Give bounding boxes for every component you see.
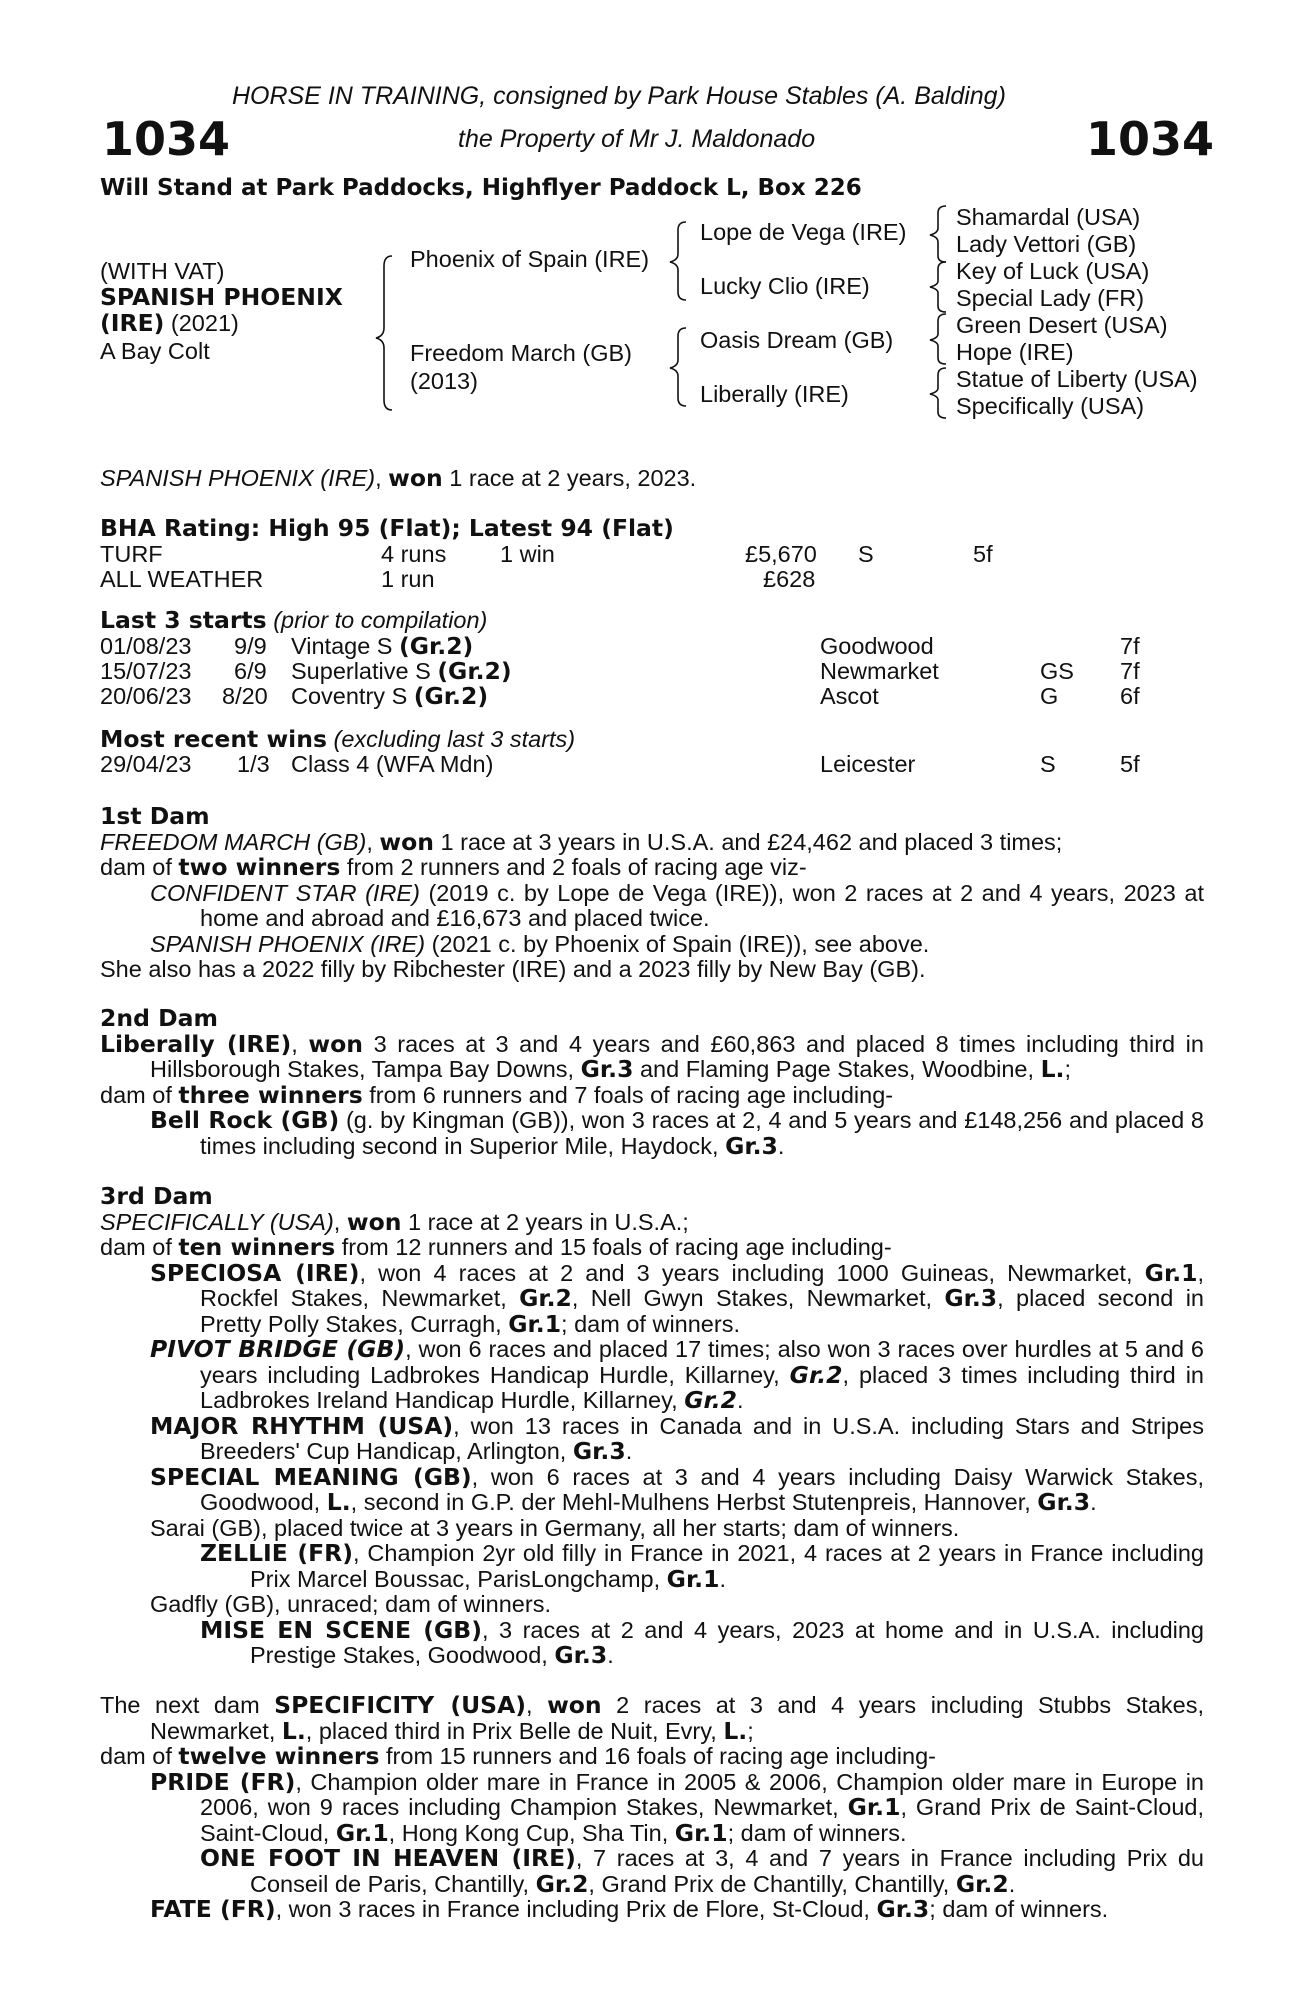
- going: G: [1040, 683, 1059, 709]
- sire-dam-dam: Special Lady (FR): [956, 285, 1145, 311]
- dam-name: Liberally (IRE): [100, 1029, 292, 1058]
- text: , 3 races at 2 and 4 years, 2023 at home and in U.S.A. including Prestige Stakes, Goodwood,: [250, 1616, 1205, 1668]
- grade: Gr.2: [789, 1360, 843, 1389]
- text: .: [1090, 1489, 1097, 1515]
- produce-entry: [100, 1337, 1204, 1414]
- produce-name: PIVOT BRIDGE (GB): [150, 1335, 406, 1363]
- text: from 2 runners and 2 foals of racing age viz-: [340, 854, 807, 880]
- text: .: [1008, 1870, 1016, 1897]
- runs: 1 run: [381, 566, 435, 592]
- dam-dam: Liberally (IRE): [700, 381, 849, 407]
- last-starts-subtitle: (prior to compilation): [266, 607, 488, 633]
- text: , Hong Kong Cup, Sha Tin,: [388, 1819, 675, 1846]
- dam-sire-sire: Green Desert (USA): [956, 312, 1168, 338]
- going: S: [858, 541, 874, 567]
- produce-name: ONE FOOT IN HEAVEN (IRE): [200, 1844, 576, 1872]
- text: , Rockfel Stakes, Newmarket,: [200, 1259, 1205, 1311]
- grade: L.: [723, 1716, 748, 1745]
- grade: Gr.3: [554, 1641, 608, 1669]
- text: , Champion 2yr old filly in France in 2021, 4 races at 2 years in France including Prix Marcel Boussac, ParisLongchamp,: [250, 1540, 1204, 1592]
- text: 2 races at 3 and 4 years including Stubbs Stakes, Newmarket,: [150, 1692, 1205, 1744]
- dam-name: SPECIFICITY (USA): [274, 1691, 527, 1719]
- distance: 6f: [1120, 683, 1140, 709]
- text: The next dam: [100, 1692, 275, 1718]
- text: dam of: [100, 1081, 179, 1108]
- dam-record: SPECIFICALLY (USA), won 1 race at 2 years in U.S.A.;: [100, 1207, 689, 1236]
- grade: Gr.3: [944, 1284, 998, 1312]
- course: Leicester: [820, 751, 916, 777]
- winners-count: three winners: [178, 1080, 363, 1109]
- text: , won 6 races and placed 17 times; also won 3 races over hurdles at 5 and 6 years including Ladbrokes Handicap Hurdle, Killarney,: [200, 1336, 1204, 1388]
- text: 3 races at 3 and 4 years and £60,863 and placed 8 times including third in Hillsborough Stakes, Tampa Bay Downs,: [150, 1030, 1204, 1082]
- produce-name: MAJOR RHYTHM (USA): [150, 1411, 454, 1440]
- dam-sire: Oasis Dream (GB): [700, 327, 894, 353]
- grandproduce-entry: [100, 1541, 1204, 1592]
- grade: L.: [281, 1716, 306, 1745]
- winners-count: ten winners: [178, 1233, 336, 1261]
- grade: Gr.3: [1037, 1488, 1091, 1516]
- text: , won 6 races at 3 and 4 years including Daisy Warwick Stakes, Goodwood,: [200, 1463, 1205, 1515]
- course: Ascot: [820, 683, 879, 709]
- horse-name: SPANISH PHOENIX: [100, 283, 343, 311]
- race-summary: SPANISH PHOENIX (IRE), won 1 race at 2 years, 2023.: [100, 464, 697, 492]
- dam-name: FREEDOM MARCH (GB): [100, 828, 367, 855]
- produce-name: SPANISH PHOENIX (IRE): [150, 930, 426, 957]
- grade: Gr.1: [1144, 1258, 1198, 1287]
- text: .: [625, 1438, 633, 1464]
- record-text: 1 race at 3 years in U.S.A. and £24,462 and placed 3 times;: [433, 828, 1063, 855]
- text: , won 13 races in Canada and in U.S.A. including Stars and Stripes Breeders' Cup Handicap, Arlington,: [200, 1412, 1204, 1464]
- dam-record: FREEDOM MARCH (GB), won 1 race at 3 years in U.S.A. and £24,462 and placed 3 times;: [100, 827, 1063, 856]
- summary-horse: SPANISH PHOENIX (IRE): [100, 465, 376, 491]
- winners-count: two winners: [178, 853, 341, 881]
- dam-produce: [100, 1235, 1204, 1261]
- position: 9/9: [234, 633, 267, 659]
- race-name: Vintage S: [291, 633, 400, 659]
- dam-record: [100, 1693, 1204, 1744]
- date: 01/08/23: [100, 633, 192, 659]
- dam-produce: [100, 1080, 1204, 1109]
- dam-name: SPECIFICALLY (USA): [100, 1208, 334, 1235]
- text: .: [719, 1565, 726, 1592]
- surface: ALL WEATHER: [100, 566, 264, 592]
- race-name: Superlative S: [291, 658, 438, 684]
- grade: Gr.3: [580, 1055, 634, 1083]
- distance: 5f: [973, 541, 993, 567]
- won-label: won: [547, 1691, 602, 1719]
- position: 1/3: [237, 751, 270, 777]
- text: dam of: [100, 854, 179, 880]
- third-dam-section: [100, 1184, 1204, 1669]
- horse-description: A Bay Colt: [100, 338, 210, 364]
- text: (2021 c. by Phoenix of Spain (IRE)), see above.: [425, 930, 930, 957]
- produce-name: CONFIDENT STAR (IRE): [150, 879, 420, 906]
- stand-line: Will Stand at Park Paddocks, Highflyer Paddock L, Box 226: [100, 175, 862, 201]
- text: and Flaming Page Stakes, Woodbine,: [633, 1056, 1041, 1082]
- last-starts-title: [100, 608, 487, 634]
- produce-name: FATE (FR): [150, 1895, 276, 1923]
- text: (g. by Kingman (GB)), won 3 races at 2, 4 and 5 years and £148,256 and placed 8 times including second in Superior Mile, Haydock,: [200, 1107, 1204, 1159]
- recent-wins-title: [100, 727, 575, 753]
- text: dam of: [100, 1743, 179, 1769]
- text: , placed third in Prix Belle de Nuit, Evry,: [305, 1717, 724, 1744]
- position: 6/9: [234, 658, 267, 684]
- recent-wins-subtitle: (excluding last 3 starts): [326, 726, 576, 752]
- produce-entry: [100, 932, 1204, 958]
- text: , placed 3 times including third in Ladbrokes Ireland Handicap Hurdle, Killarney,: [200, 1361, 1204, 1413]
- surface: TURF: [100, 541, 163, 567]
- section-heading: 1st Dam: [100, 802, 210, 830]
- text: (2019 c. by Lope de Vega (IRE)), won 2 races at 2 and 4 years, 2023 at home and abroad and £16,673 and placed twice.: [200, 879, 1205, 931]
- consignor-line: HORSE IN TRAINING, consigned by Park House Stables (A. Balding): [232, 82, 1006, 110]
- produce-entry: Sarai (GB), placed twice at 3 years in Germany, all her starts; dam of winners.: [150, 1514, 960, 1541]
- grade: L.: [326, 1488, 351, 1516]
- produce-entry: [100, 1258, 1205, 1338]
- runs: 4 runs: [381, 541, 447, 567]
- sire-sire-dam: Lady Vettori (GB): [956, 231, 1137, 257]
- produce-entry: [100, 1108, 1204, 1159]
- text: , Grand Prix de Chantilly, Chantilly,: [588, 1870, 956, 1897]
- text: 1 race at 2 years in U.S.A.;: [401, 1208, 689, 1235]
- text: ;: [1064, 1056, 1072, 1082]
- first-dam-section: [100, 804, 1204, 983]
- produce-name: SPECIAL MEANING (GB): [150, 1462, 472, 1491]
- race: [291, 659, 512, 685]
- lot-number-left: 1034: [102, 112, 231, 166]
- text: , Grand Prix de Saint-Cloud, Saint-Cloud,: [200, 1794, 1205, 1846]
- produce-entry: [150, 881, 1204, 932]
- race-name: Coventry S: [291, 683, 414, 709]
- produce-entry: Gadfly (GB), unraced; dam of winners.: [150, 1591, 551, 1617]
- text: , second in G.P. der Mehl-Mulhens Herbst Stutenpreis, Hannover,: [350, 1489, 1038, 1515]
- winners-count: twelve winners: [178, 1742, 380, 1770]
- dam-dam-dam: Specifically (USA): [956, 393, 1145, 419]
- going: S: [1040, 751, 1056, 777]
- horse-year: (2021): [164, 310, 239, 336]
- course: Newmarket: [820, 658, 939, 684]
- text: ;: [747, 1717, 754, 1744]
- text: ,: [526, 1692, 548, 1718]
- vat-label: (WITH VAT): [100, 258, 225, 284]
- text: , Nell Gwyn Stakes, Newmarket,: [571, 1285, 945, 1311]
- grade: Gr.2: [684, 1386, 738, 1414]
- grade: Gr.2: [955, 1869, 1009, 1898]
- last-starts-heading: Last 3 starts: [100, 606, 267, 634]
- grade: Gr.1: [674, 1818, 728, 1847]
- text: ; dam of winners.: [727, 1819, 907, 1846]
- race-grade: (Gr.2): [399, 632, 474, 660]
- text: ; dam of winners.: [561, 1310, 740, 1337]
- text: .: [777, 1132, 785, 1159]
- date: 29/04/23: [100, 751, 192, 777]
- won-label: won: [308, 1029, 363, 1058]
- section-heading: 2nd Dam: [100, 1004, 218, 1032]
- other-produce: She also has a 2022 filly by Ribchester (IRE) and a 2023 filly by New Bay (GB).: [100, 956, 926, 982]
- text: , Champion older mare in France in 2005 & 2006, Champion older mare in Europe in 2006, won 9 races including Champion Stakes, Newmarket,: [200, 1768, 1204, 1820]
- produce-entry: [100, 1462, 1205, 1516]
- grandproduce-entry: [100, 1615, 1205, 1669]
- text: from 15 runners and 16 foals of racing age including-: [379, 1743, 936, 1769]
- grandproduce-entry: [100, 1846, 1204, 1897]
- dam-year: (2013): [410, 368, 478, 394]
- produce-name: Bell Rock (GB): [150, 1106, 340, 1134]
- text: , won 4 races at 2 and 3 years including 1000 Guineas, Newmarket,: [359, 1259, 1145, 1286]
- sire-dam-sire: Key of Luck (USA): [956, 258, 1150, 284]
- text: .: [607, 1642, 614, 1668]
- lot-number-right: 1034: [1086, 112, 1215, 166]
- race-grade: (Gr.2): [437, 657, 512, 685]
- property-line: the Property of Mr J. Maldonado: [458, 125, 816, 153]
- date: 15/07/23: [100, 658, 192, 684]
- sire-sire-sire: Shamardal (USA): [956, 204, 1141, 230]
- wins: 1 win: [500, 541, 555, 567]
- grade: Gr.3: [572, 1437, 626, 1465]
- dam-produce: [100, 1744, 1204, 1770]
- going: GS: [1040, 658, 1074, 684]
- produce-name: SPECIOSA (IRE): [150, 1258, 360, 1287]
- grade: Gr.3: [725, 1131, 778, 1160]
- dam-produce: [100, 855, 1204, 881]
- section-heading: 3rd Dam: [100, 1182, 213, 1210]
- grade: Gr.1: [508, 1309, 562, 1338]
- grade: Gr.2: [535, 1869, 589, 1898]
- grade: Gr.3: [876, 1895, 930, 1923]
- date: 20/06/23: [100, 683, 192, 709]
- text: ; dam of winners.: [929, 1896, 1109, 1922]
- horse-origin: (IRE): [100, 309, 165, 337]
- second-dam-section: [100, 1006, 1204, 1159]
- position: 8/20: [222, 683, 268, 709]
- distance: 7f: [1120, 658, 1140, 684]
- dam-dam-sire: Statue of Liberty (USA): [956, 366, 1198, 392]
- race-grade: (Gr.2): [413, 682, 489, 710]
- grade: Gr.2: [519, 1284, 572, 1312]
- dam-sire-dam: Hope (IRE): [956, 339, 1074, 365]
- produce-entry: [100, 1411, 1204, 1465]
- text: from 12 runners and 15 foals of racing age including-: [335, 1234, 892, 1260]
- text: dam of: [100, 1234, 179, 1260]
- produce-name: MISE EN SCENE (GB): [200, 1615, 482, 1644]
- grade: Gr.1: [666, 1564, 720, 1593]
- dam: Freedom March (GB): [410, 340, 632, 366]
- won-label: won: [346, 1207, 402, 1236]
- race: [291, 634, 473, 660]
- grade: L.: [1040, 1055, 1065, 1083]
- recent-wins-heading: Most recent wins: [100, 725, 327, 753]
- summary-rest: 1 race at 2 years, 2023.: [442, 465, 697, 491]
- distance: 5f: [1120, 751, 1140, 777]
- text: , 7 races at 3, 4 and 7 years in France including Prix du Conseil de Paris, Chantilly,: [250, 1845, 1204, 1897]
- won-label: won: [379, 827, 434, 856]
- dam-record: Liberally (IRE), won 3 races at 3 and 4 years and £60,863 and placed 8 times including third in Hillsborough Stakes, Tampa Bay Downs, Gr.3 and Flaming Page Stakes, Woodbine, L.;: [100, 1029, 1204, 1083]
- grade: Gr.1: [847, 1793, 901, 1821]
- produce-entry: [100, 1767, 1205, 1847]
- produce-entry: [100, 1897, 1204, 1923]
- text: , won 3 races in France including Prix de Flore, St-Cloud,: [275, 1896, 877, 1922]
- prize: £5,670: [745, 541, 817, 567]
- bha-rating: BHA Rating: High 95 (Flat); Latest 94 (Flat): [100, 514, 674, 542]
- text: from 6 runners and 7 foals of racing age including-: [362, 1081, 894, 1108]
- summary-won: won: [388, 464, 443, 492]
- course: Goodwood: [820, 633, 934, 659]
- text: .: [737, 1387, 744, 1413]
- distance: 7f: [1120, 633, 1140, 659]
- produce-name: ZELLIE (FR): [200, 1539, 353, 1567]
- grade: Gr.1: [335, 1818, 389, 1847]
- text: , placed second in Pretty Polly Stakes, Curragh,: [200, 1285, 1204, 1337]
- race: Class 4 (WFA Mdn): [291, 751, 494, 777]
- produce-name: PRIDE (FR): [150, 1767, 296, 1796]
- sire-dam: Lucky Clio (IRE): [700, 273, 870, 299]
- next-dam-section: [100, 1693, 1204, 1923]
- prize: £628: [763, 566, 816, 592]
- race: [291, 684, 488, 710]
- sire: Phoenix of Spain (IRE): [410, 246, 650, 272]
- sire-sire: Lope de Vega (IRE): [700, 219, 907, 245]
